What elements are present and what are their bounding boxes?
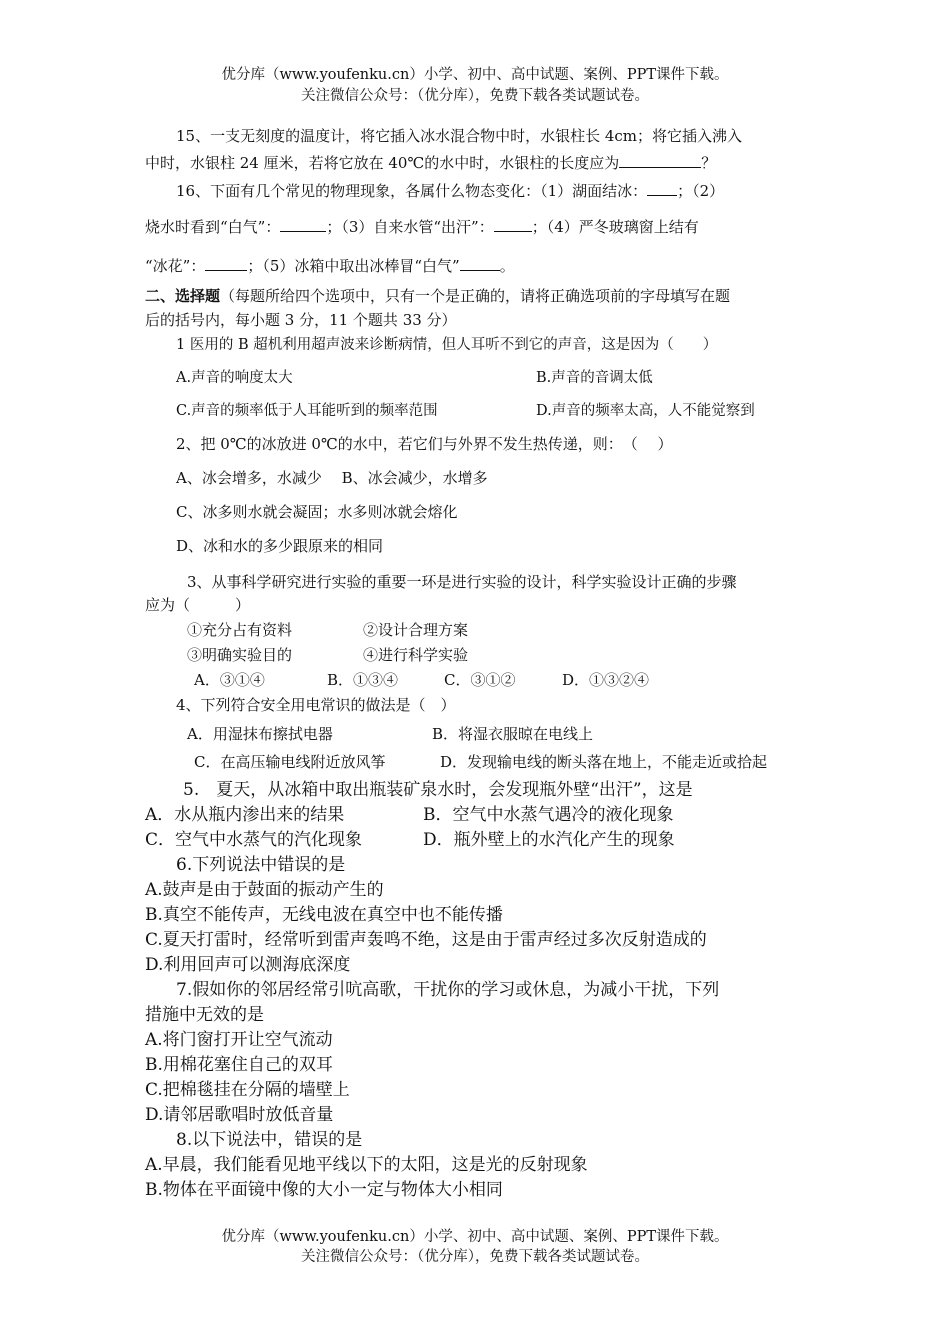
q6-option-d: D.利用回声可以测海底深度 [145,955,351,975]
q8-stem: 8.以下说法中，错误的是 [176,1130,363,1150]
q16-line-1 [176,181,724,199]
q2-option-d: D、冰和水的多少跟原来的相同 [176,537,384,555]
q16-text-3a: “冰花”： [145,257,206,275]
q15-end: ？ [701,154,717,172]
section2-intro-2: 后的括号内，每小题 3 分，11 个题共 33 分） [145,311,457,329]
q7-option-a: A.将门窗打开让空气流动 [145,1030,333,1050]
q6-option-a: A.鼓声是由于鼓面的振动产生的 [145,880,384,900]
q6-stem: 6.下列说法中错误的是 [176,855,346,875]
q3-item-1: ①充分占有资料 [187,621,293,639]
q16-text-3c: 。 [499,257,515,275]
q4-option-c: C．在高压输电线附近放风筝 [194,753,386,771]
q2-stem: 2、把 0℃的冰放进 0℃的水中，若它们与外界不发生热传递，则： （ ） [176,435,673,453]
q16-text-2a: 烧水时看到“白气”： [145,218,281,236]
q8-option-a: A.早晨，我们能看见地平线以下的太阳，这是光的反射现象 [145,1155,588,1175]
q1-option-a: A.声音的响度太大 [176,370,293,386]
q7-option-c: C.把棉毯挂在分隔的墙壁上 [145,1080,350,1100]
section2-title: 二、选择题 [145,287,221,305]
q3-item-2: ②设计合理方案 [363,621,469,639]
q3-item-3: ③明确实验目的 [187,646,293,664]
q3-stem-2: 应为（ ） [145,596,251,614]
q8-option-b: B.物体在平面镜中像的大小一定与物体大小相同 [145,1180,503,1200]
q5-option-d: D．瓶外壁上的水汽化产生的现象 [423,830,675,850]
q5-stem: 5. 夏天，从冰箱中取出瓶装矿泉水时，会发现瓶外壁“出汗”，这是 [183,780,693,800]
q15-text: 中时，水银柱 24 厘米，若将它放在 40℃的水中时，水银柱的长度应为 [145,154,620,172]
q2-options-ab: A、冰会增多，水减少 B、冰会减少，水增多 [176,469,488,487]
footer-line-1: 优分库（www.youfenku.cn）小学、初中、高中试题、案例、PPT课件下载。 [221,1229,729,1245]
q16-blank-5[interactable] [460,256,500,271]
q7-stem-2: 措施中无效的是 [145,1005,264,1025]
q3-option-a: A．③①④ [194,671,265,689]
q15-line-2 [145,153,716,171]
q7-option-b: B.用棉花塞住自己的双耳 [145,1055,333,1075]
q3-option-c: C．③①② [444,671,516,689]
q5-option-b: B．空气中水蒸气遇冷的液化现象 [423,805,674,825]
q16-text-2b: ；（3）自来水管“出汗”： [326,218,494,236]
q16-blank-4[interactable] [205,256,247,271]
q15-line-1: 15、一支无刻度的温度计，将它插入冰水混合物中时，水银柱长 4cm；将它插入沸入 [176,127,743,145]
q16-blank-2[interactable] [280,217,326,232]
q1-option-c: C.声音的频率低于人耳能听到的频率范围 [176,403,438,419]
header-line-1: 优分库（www.youfenku.cn）小学、初中、高中试题、案例、PPT课件下载。 [221,67,729,83]
q15-answer-blank[interactable] [619,153,701,168]
q4-option-a: A．用湿抹布擦拭电器 [187,725,333,743]
q7-option-d: D.请邻居歌唱时放低音量 [145,1105,334,1125]
q3-option-b: B．①③④ [327,671,399,689]
q6-option-b: B.真空不能传声，无线电波在真空中也不能传播 [145,905,503,925]
q16-text-1b: ；（2） [677,182,725,200]
q16-text-2c: ；（4）严冬玻璃窗上结有 [531,218,699,236]
q4-option-b: B．将湿衣服晾在电线上 [432,725,594,743]
q4-option-d: D．发现输电线的断头落在地上，不能走近或拾起 [440,753,768,771]
q4-stem: 4、下列符合安全用电常识的做法是（ ） [176,696,456,714]
q16-text-3b: ；（5）冰箱中取出冰棒冒“白气” [247,257,460,275]
q3-option-d: D．①③②④ [562,671,650,689]
section2-intro-text: （每题所给四个选项中，只有一个是正确的，请将正确选项前的字母填写在题 [220,287,731,305]
q1-stem: 1 医用的 B 超机利用超声波来诊断病情，但人耳听不到它的声音，这是因为（ ） [176,337,718,353]
q16-blank-3[interactable] [494,217,532,232]
section2-intro-1 [145,289,730,304]
q16-text-1: 16、下面有几个常见的物理现象，各属什么物态变化：（1）湖面结冰： [176,182,648,200]
q1-option-d: D.声音的频率太高，人不能觉察到 [536,403,755,419]
footer-line-2: 关注微信公众号：（优分库），免费下载各类试题试卷。 [301,1249,649,1265]
q5-option-c: C．空气中水蒸气的汽化现象 [145,830,363,850]
q16-blank-1[interactable] [647,181,677,196]
q6-option-c: C.夏天打雷时，经常听到雷声轰鸣不绝，这是由于雷声经过多次反射造成的 [145,930,707,950]
q16-line-3 [145,256,515,274]
q3-item-4: ④进行科学实验 [363,646,469,664]
q16-line-2 [145,217,699,235]
header-line-2: 关注微信公众号：（优分库），免费下载各类试题试卷。 [301,88,649,104]
q3-stem-1: 3、从事科学研究进行实验的重要一环是进行实验的设计，科学实验设计正确的步骤 [187,573,737,591]
q5-option-a: A．水从瓶内渗出来的结果 [145,805,345,825]
q2-option-c: C、冰多则水就会凝固；水多则冰就会熔化 [176,503,458,521]
q1-option-b: B.声音的音调太低 [536,370,653,386]
q7-stem-1: 7.假如你的邻居经常引吭高歌，干扰你的学习或休息，为减小干扰，下列 [176,980,720,1000]
